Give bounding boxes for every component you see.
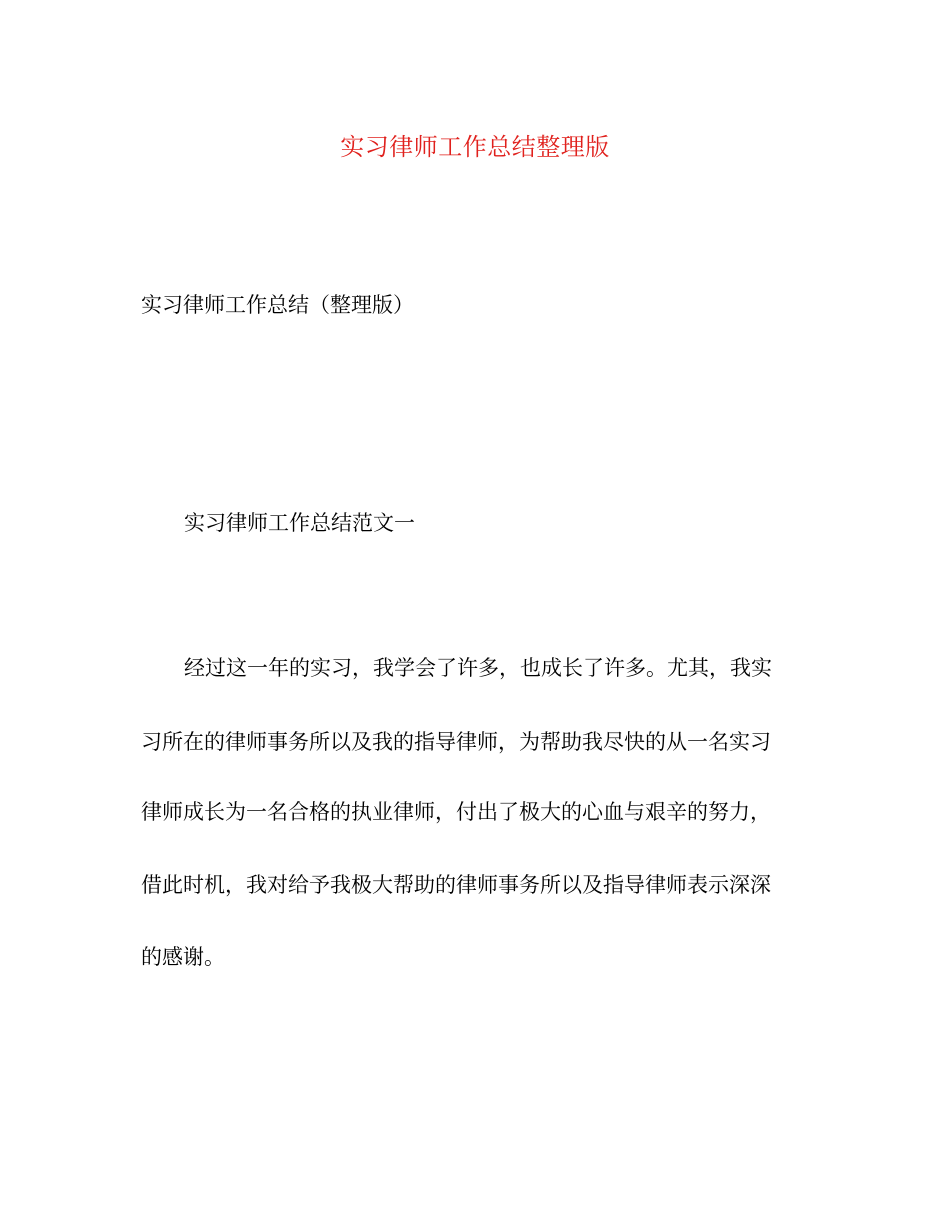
paragraph-line: 借此时机，我对给予我极大帮助的律师事务所以及指导律师表示深深: [141, 873, 771, 897]
paragraph-line: 经过这一年的实习，我学会了许多，也成长了许多。尤其，我实: [184, 656, 772, 680]
paragraph-line: 的感谢。: [141, 945, 225, 969]
section-heading: 实习律师工作总结范文一: [184, 511, 415, 535]
document-title: 实习律师工作总结整理版: [340, 133, 610, 161]
paragraph-line: 律师成长为一名合格的执业律师，付出了极大的心血与艰辛的努力，: [141, 800, 771, 824]
document-subtitle: 实习律师工作总结（整理版）: [141, 293, 414, 317]
paragraph-line: 习所在的律师事务所以及我的指导律师，为帮助我尽快的从一名实习: [141, 730, 771, 754]
